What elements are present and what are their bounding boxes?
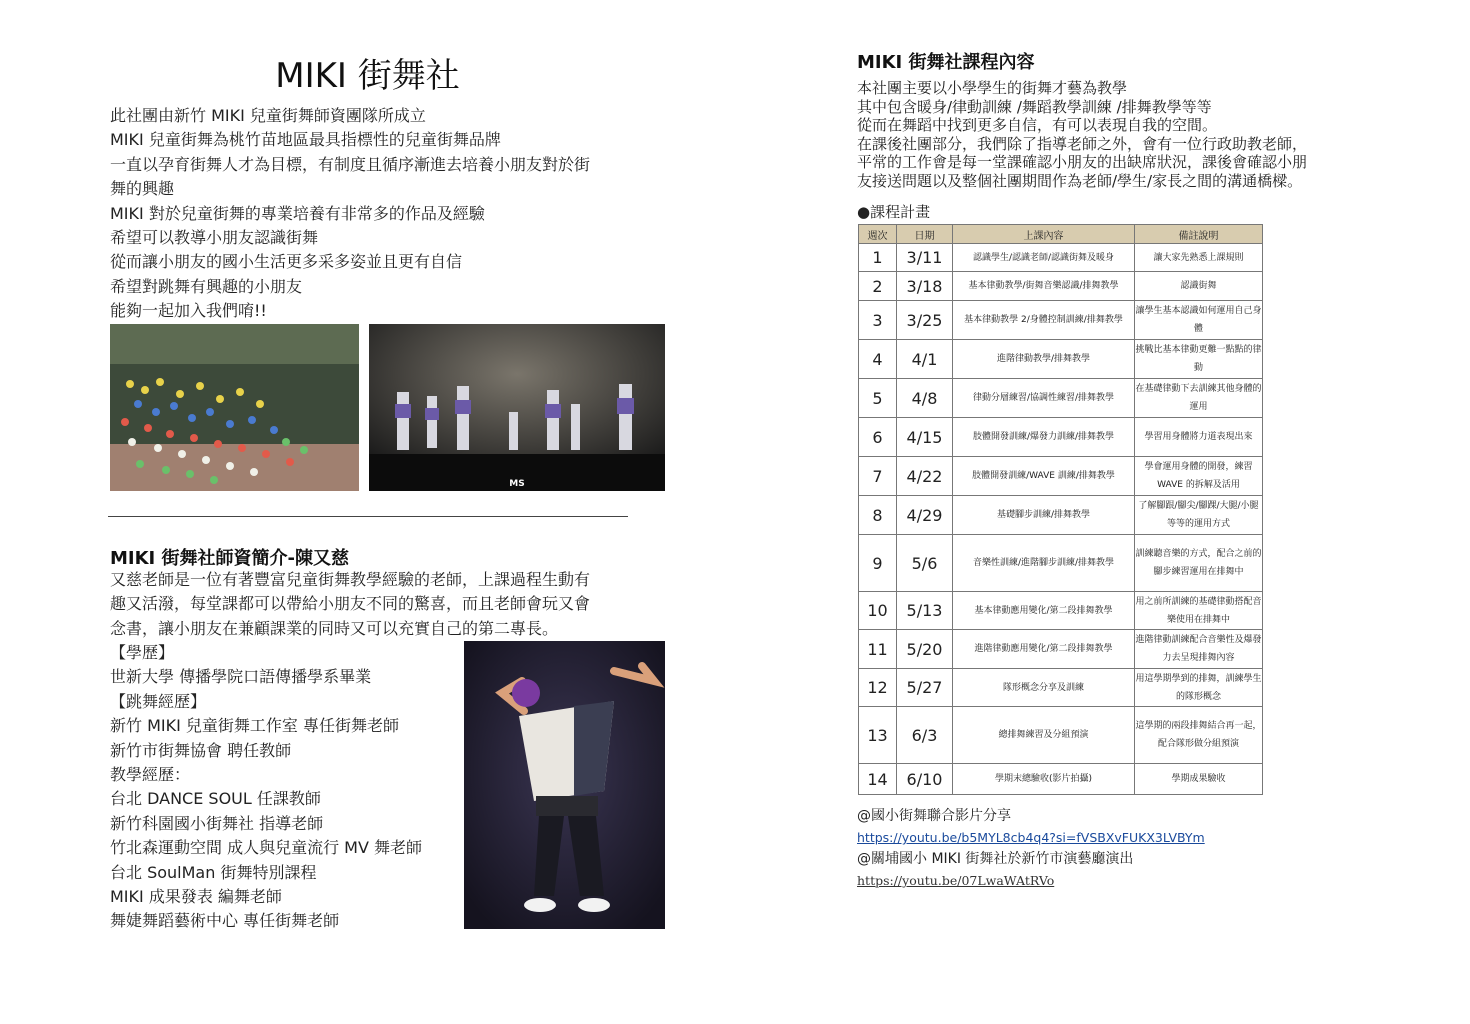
content-cell: 認識學生/認識老師/認識街舞及暖身 — [953, 244, 1135, 272]
date-cell: 4/22 — [897, 457, 953, 496]
content-cell: 進階律動教學/排舞教學 — [953, 340, 1135, 379]
week-cell: 14 — [859, 764, 897, 795]
note-cell: 了解腳跟/腳尖/腳踝/大腿/小腿等等的運用方式 — [1135, 496, 1263, 535]
table-row — [859, 592, 1263, 630]
date-cell: 3/18 — [897, 272, 953, 301]
week-cell: 4 — [859, 340, 897, 379]
content-cell: 學期末總驗收(影片拍攝) — [953, 764, 1135, 795]
group-photo — [110, 324, 359, 491]
cv-line: 新竹市街舞協會 聘任教師 — [110, 740, 292, 760]
date-cell: 6/10 — [897, 764, 953, 795]
course-intro-line: 從而在舞蹈中找到更多自信，有可以表現自我的空間。 — [857, 116, 1218, 134]
table-row — [859, 418, 1263, 457]
cv-line: 【跳舞經歷】 — [110, 691, 207, 711]
course-intro-line: 平常的工作會是每一堂課確認小朋友的出缺席狀況，課後會確認小朋 — [857, 153, 1308, 171]
date-cell: 4/1 — [897, 340, 953, 379]
content-cell: 肢體開發訓練/爆發力訓練/排舞教學 — [953, 418, 1135, 457]
table-row — [859, 340, 1263, 379]
table-header-row — [859, 225, 1263, 244]
cv-line: 台北 SoulMan 街舞特別課程 — [110, 862, 317, 882]
note-cell: 挑戰比基本律動更難一點點的律動 — [1135, 340, 1263, 379]
table-row — [859, 457, 1263, 496]
content-cell: 總排舞練習及分組預演 — [953, 707, 1135, 764]
week-cell: 8 — [859, 496, 897, 535]
schedule-table — [858, 224, 1263, 795]
cv-line: 世新大學 傳播學院口語傳播學系畢業 — [110, 667, 372, 687]
page-title: MIKI 街舞社 — [275, 56, 460, 96]
intro-line: 一直以孕育街舞人才為目標，有制度且循序漸進去培養小朋友對於街 — [110, 154, 591, 174]
week-cell: 1 — [859, 244, 897, 272]
week-cell: 6 — [859, 418, 897, 457]
date-cell: 3/25 — [897, 301, 953, 340]
table-row — [859, 272, 1263, 301]
plan-heading: ●課程計畫 — [857, 203, 931, 221]
week-cell: 5 — [859, 379, 897, 418]
week-cell: 2 — [859, 272, 897, 301]
content-cell: 肢體開發訓練/WAVE 訓練/排舞教學 — [953, 457, 1135, 496]
date-cell: 5/6 — [897, 535, 953, 592]
date-cell: 4/15 — [897, 418, 953, 457]
table-row — [859, 301, 1263, 340]
content-cell: 基本律動教學/街舞音樂認識/排舞教學 — [953, 272, 1135, 301]
divider — [108, 516, 628, 517]
cv-line: 竹北森運動空間 成人與兒童流行 MV 舞老師 — [110, 838, 423, 858]
note-cell: 訓練聽音樂的方式，配合之前的腳步練習運用在排舞中 — [1135, 535, 1263, 592]
club-intro — [110, 104, 630, 324]
course-intro-line: 友接送問題以及整個社團期間作為老師/學生/家長之間的溝通橋樑。 — [857, 171, 1303, 190]
cv-line: 教學經歷： — [110, 765, 191, 785]
intro-line: 希望對跳舞有興趣的小朋友 — [110, 276, 303, 296]
note-cell: 進階律動訓練配合音樂性及爆發力去呈現排舞內容 — [1135, 630, 1263, 669]
video-links — [857, 806, 1205, 892]
week-cell: 12 — [859, 669, 897, 707]
date-cell: 5/20 — [897, 630, 953, 669]
table-row — [859, 496, 1263, 535]
teacher-photo — [464, 641, 665, 929]
date-cell: 5/27 — [897, 669, 953, 707]
course-intro-line: 其中包含暖身/律動訓練 /舞蹈教學訓練 /排舞教學等等 — [857, 97, 1212, 116]
content-cell: 音樂性訓練/進階腳步訓練/排舞教學 — [953, 535, 1135, 592]
note-cell: 認識街舞 — [1135, 272, 1263, 301]
table-row — [859, 764, 1263, 795]
intro-line: 此社團由新竹 MIKI 兒童街舞師資團隊所成立 — [110, 106, 426, 125]
teacher-cv — [110, 641, 470, 934]
stage-logo: MS — [509, 479, 525, 489]
cv-line: 台北 DANCE SOUL 任課教師 — [110, 789, 321, 809]
date-cell: 5/13 — [897, 592, 953, 630]
intro-line: 從而讓小朋友的國小生活更多采多姿並且更有自信 — [110, 252, 463, 272]
table-row — [859, 669, 1263, 707]
note-cell: 讓大家先熟悉上課規則 — [1135, 244, 1263, 272]
table-row — [859, 244, 1263, 272]
course-intro — [857, 79, 1417, 190]
cv-line: 舞婕舞蹈藝術中心 專任街舞老師 — [110, 911, 340, 931]
course-intro-line: 本社團主要以小學學生的街舞才藝為教學 — [857, 79, 1128, 97]
video-link-1[interactable]: https://youtu.be/b5MYL8cb4q4?si=fVSBXvFUKX3LVBYm — [857, 830, 1205, 845]
note-cell: 用這學期學到的排舞，訓練學生的隊形概念 — [1135, 669, 1263, 707]
week-cell: 11 — [859, 630, 897, 669]
date-cell: 3/11 — [897, 244, 953, 272]
teacher-heading: MIKI 街舞社師資簡介-陳又慈 — [110, 548, 349, 569]
week-cell: 9 — [859, 535, 897, 592]
content-cell: 基本律動應用變化/第二段排舞教學 — [953, 592, 1135, 630]
note-cell: 學習用身體將力道表現出來 — [1135, 418, 1263, 457]
course-heading: MIKI 街舞社課程內容 — [857, 52, 1035, 73]
table-row — [859, 379, 1263, 418]
week-cell: 10 — [859, 592, 897, 630]
note-cell: 學會運用身體的開發，練習 WAVE 的拆解及活用 — [1135, 457, 1263, 496]
note-cell: 這學期的兩段排舞結合再一起，配合隊形做分組預演 — [1135, 707, 1263, 764]
content-cell: 律動分層練習/協調性練習/排舞教學 — [953, 379, 1135, 418]
stage-photo — [369, 324, 665, 491]
link-label-2: @關埔國小 MIKI 街舞社於新竹市演藝廳演出 — [857, 851, 1134, 867]
teacher-bio — [110, 568, 630, 641]
note-cell: 學期成果驗收 — [1135, 764, 1263, 795]
note-cell: 用之前所訓練的基礎律動搭配音樂使用在排舞中 — [1135, 592, 1263, 630]
week-cell: 13 — [859, 707, 897, 764]
header-note: 備註說明 — [1135, 225, 1263, 244]
intro-line: MIKI 兒童街舞為桃竹苗地區最具指標性的兒童街舞品牌 — [110, 130, 501, 150]
content-cell: 進階律動應用變化/第二段排舞教學 — [953, 630, 1135, 669]
intro-line: 能夠一起加入我們唷!! — [110, 301, 267, 321]
content-cell: 基本律動教學 2/身體控制訓練/排舞教學 — [953, 301, 1135, 340]
course-intro-line: 在課後社團部分，我們除了指導老師之外，會有一位行政助教老師， — [857, 134, 1308, 153]
table-row — [859, 707, 1263, 764]
bio-line: 又慈老師是一位有著豐富兒童街舞教學經驗的老師，上課過程生動有 — [110, 570, 591, 589]
video-link-2[interactable]: https://youtu.be/07LwaWAtRVo — [857, 873, 1055, 888]
table-row — [859, 630, 1263, 669]
link-label-1: @國小街舞聯合影片分享 — [857, 808, 1011, 824]
note-cell: 讓學生基本認識如何運用自己身體 — [1135, 301, 1263, 340]
week-cell: 7 — [859, 457, 897, 496]
cv-line: MIKI 成果發表 編舞老師 — [110, 887, 282, 907]
cv-line: 新竹科園國小街舞社 指導老師 — [110, 813, 324, 833]
date-cell: 4/8 — [897, 379, 953, 418]
bio-line: 趣又活潑，每堂課都可以帶給小朋友不同的驚喜，而且老師會玩又會 — [110, 594, 591, 614]
date-cell: 4/29 — [897, 496, 953, 535]
intro-line: 希望可以教導小朋友認識街舞 — [110, 228, 319, 248]
header-date: 日期 — [897, 225, 953, 244]
content-cell: 隊形概念分享及訓練 — [953, 669, 1135, 707]
week-cell: 3 — [859, 301, 897, 340]
cv-line: 【學歷】 — [110, 643, 175, 662]
table-row — [859, 535, 1263, 592]
header-week: 週次 — [859, 225, 897, 244]
cv-line: 新竹 MIKI 兒童街舞工作室 專任街舞老師 — [110, 716, 399, 736]
bio-line: 念書，讓小朋友在兼顧課業的同時又可以充實自己的第二專長。 — [110, 618, 559, 638]
intro-line: 舞的興趣 — [110, 179, 175, 199]
date-cell: 6/3 — [897, 707, 953, 764]
note-cell: 在基礎律動下去訓練其他身體的運用 — [1135, 379, 1263, 418]
content-cell: 基礎腳步訓練/排舞教學 — [953, 496, 1135, 535]
intro-line: MIKI 對於兒童街舞的專業培養有非常多的作品及經驗 — [110, 203, 485, 223]
header-content: 上課內容 — [953, 225, 1135, 244]
